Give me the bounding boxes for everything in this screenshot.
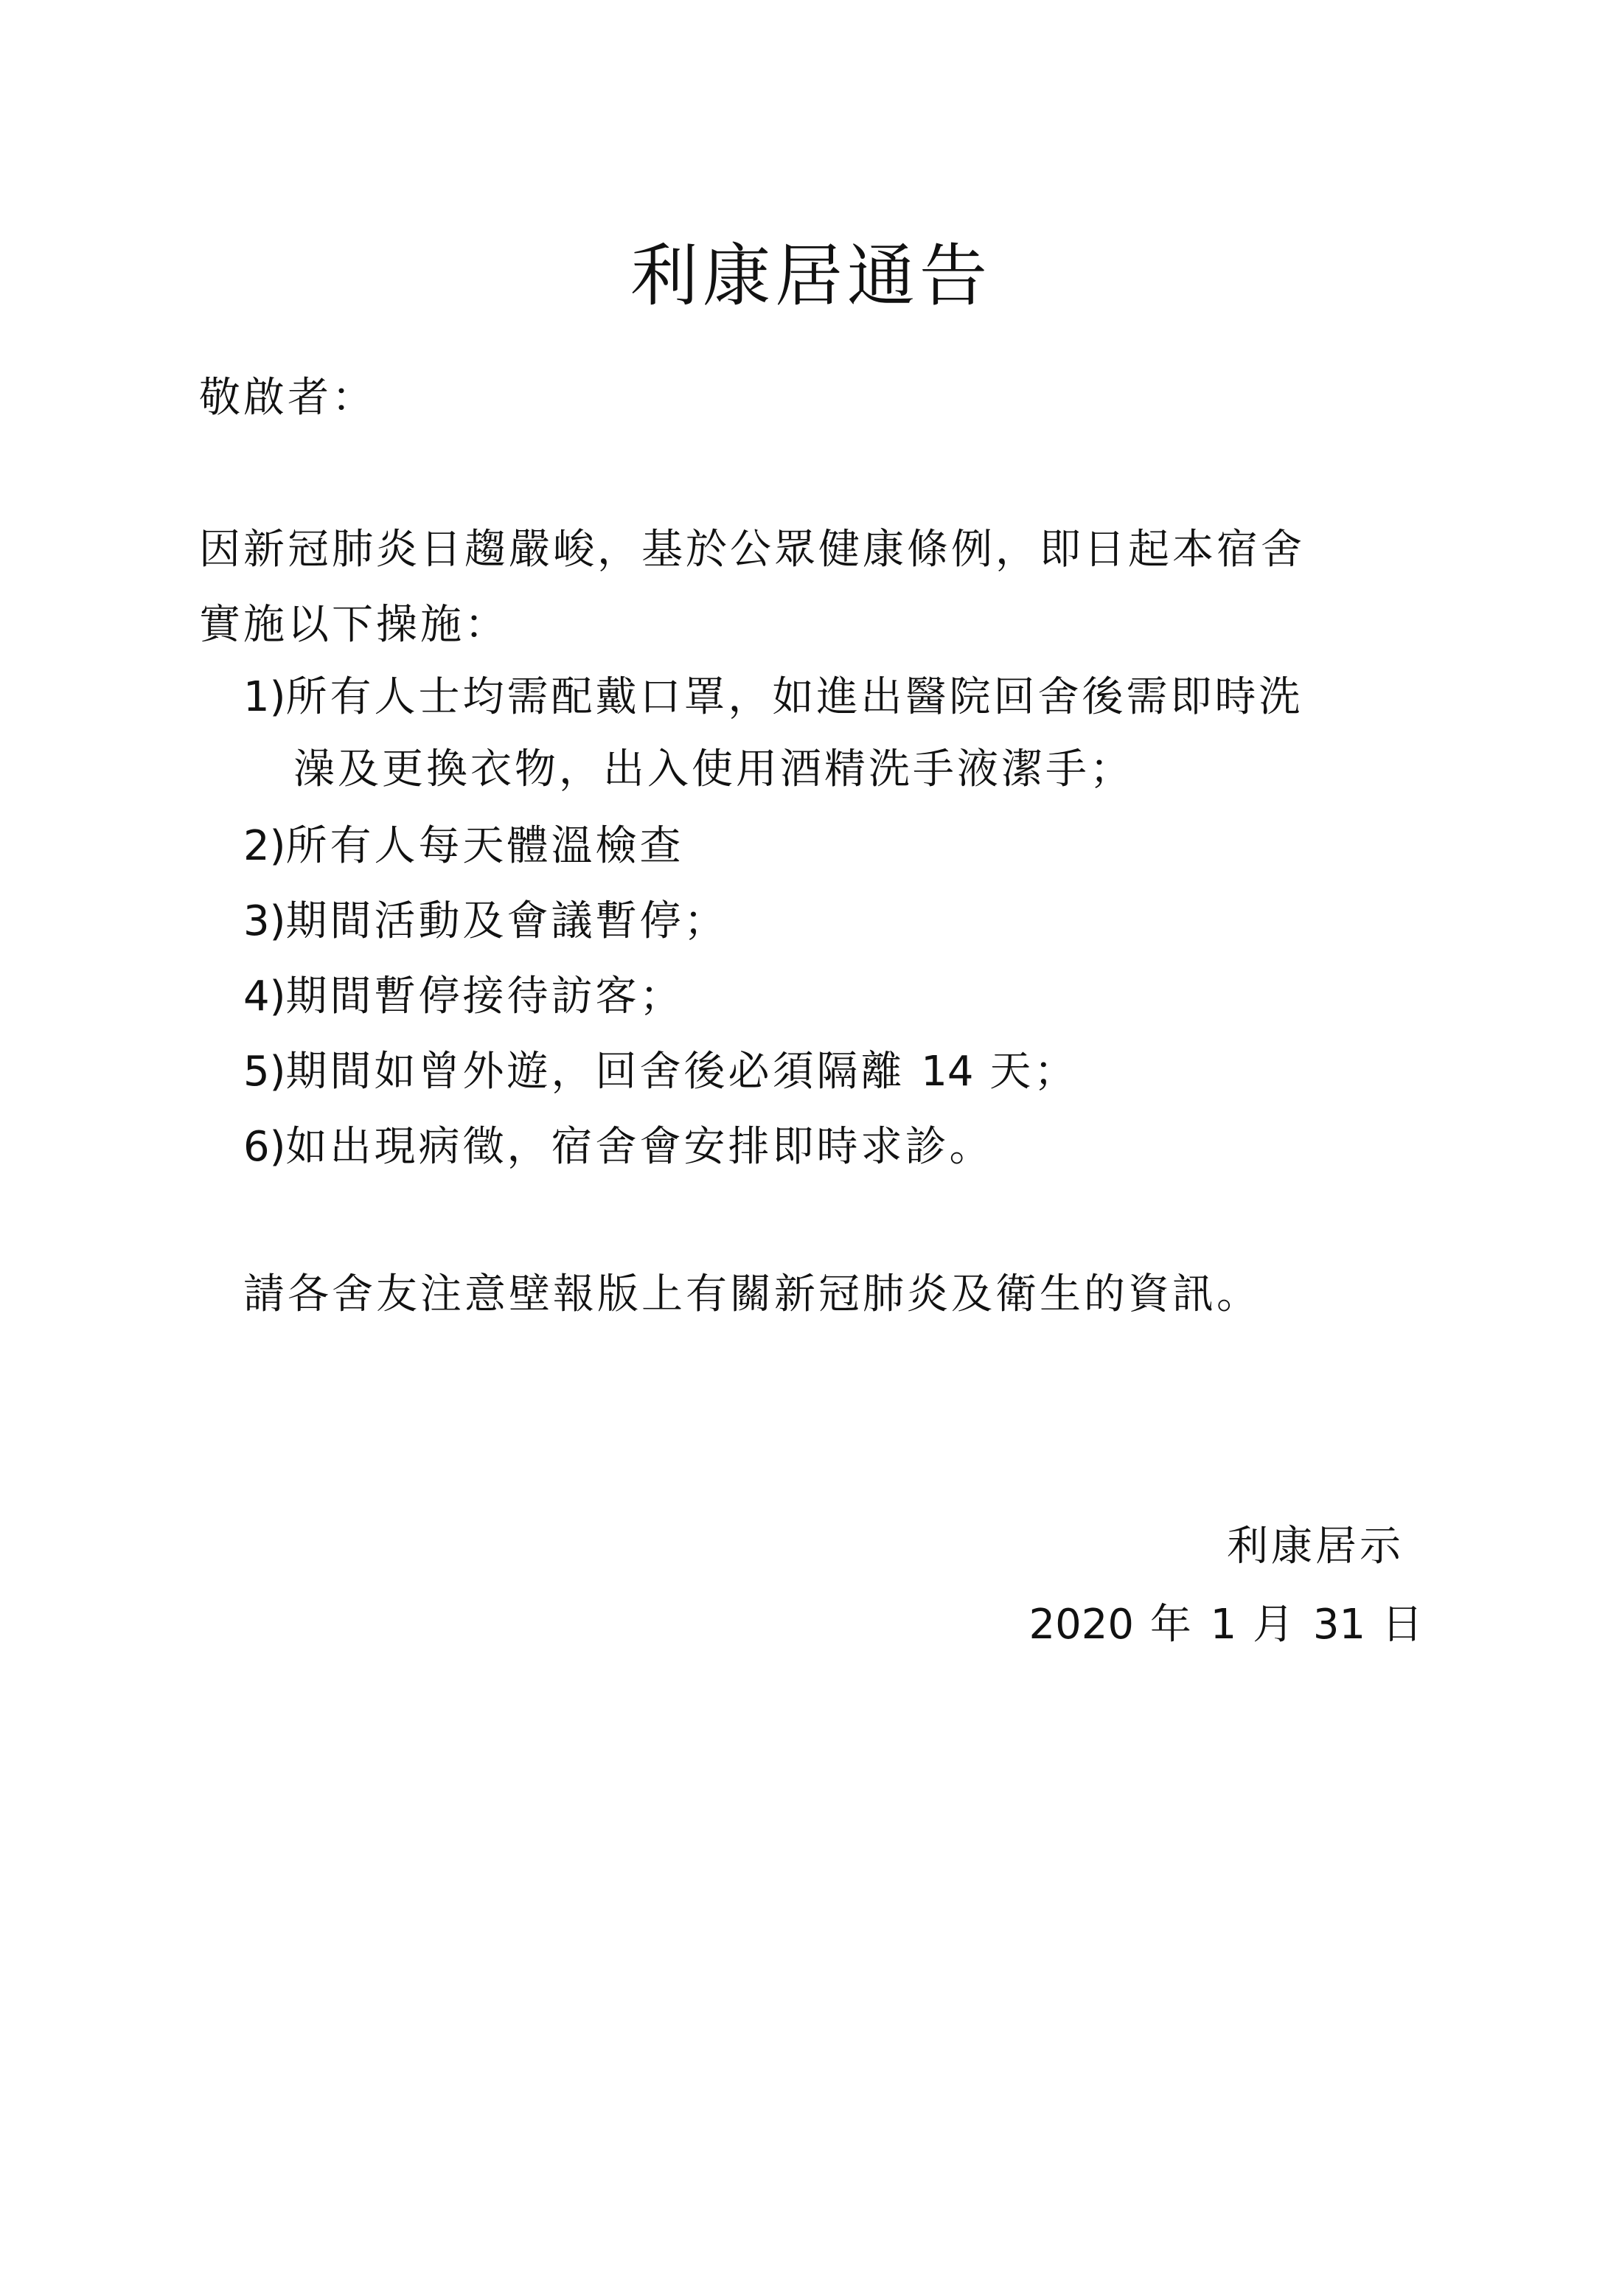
list-item-5 bbox=[243, 1043, 1078, 1102]
salutation: 敬啟者： bbox=[199, 374, 376, 422]
list-item-number: 1) bbox=[243, 673, 286, 721]
list-item-number: 5) bbox=[243, 1048, 286, 1096]
list-item-3 bbox=[243, 892, 728, 951]
intro-line-2: 實施以下操施： bbox=[199, 601, 509, 649]
list-item-text-end: 天； bbox=[973, 1048, 1079, 1096]
closing-line: 請各舍友注意壁報版上有關新冠肺炎及衛生的資訊。 bbox=[243, 1270, 1261, 1318]
notice-title: 利康居通告 bbox=[630, 237, 992, 316]
list-item-6 bbox=[243, 1118, 993, 1177]
notice-date bbox=[1029, 1596, 1426, 1655]
date-day: 31 bbox=[1312, 1601, 1366, 1649]
list-item-number: 3) bbox=[243, 897, 286, 945]
date-year-unit: 年 bbox=[1134, 1601, 1211, 1649]
list-item-4 bbox=[243, 967, 683, 1026]
list-item-number: 4) bbox=[243, 973, 286, 1020]
list-item-2 bbox=[243, 817, 683, 876]
signer: 利康居示 bbox=[1227, 1523, 1404, 1570]
list-item-number: 6) bbox=[243, 1123, 286, 1171]
list-item-text: 如出現病徵，宿舍會安排即時求診。 bbox=[285, 1123, 994, 1171]
date-day-unit: 日 bbox=[1365, 1601, 1426, 1649]
list-item-text: 期間活動及會議暫停； bbox=[285, 897, 728, 945]
list-item-text: 期間如曾外遊，回舍後必須隔離 bbox=[285, 1048, 922, 1096]
list-item-1-continuation: 澡及更換衣物，出入使用酒精洗手液潔手； bbox=[293, 745, 1134, 793]
date-month-unit: 月 bbox=[1236, 1601, 1313, 1649]
intro-line-1: 因新冠肺炎日趨嚴峻，基於公眾健康條例，即日起本宿舍 bbox=[199, 526, 1305, 574]
list-item-text: 期間暫停接待訪客； bbox=[285, 973, 684, 1020]
date-month: 1 bbox=[1210, 1601, 1237, 1649]
list-item-text: 所有人每天體溫檢查 bbox=[285, 822, 684, 870]
list-item-number: 2) bbox=[243, 822, 286, 870]
list-item-1 bbox=[243, 668, 1303, 727]
quarantine-days: 14 bbox=[921, 1048, 974, 1096]
date-year: 2020 bbox=[1028, 1601, 1135, 1649]
list-item-text: 所有人士均需配戴口罩，如進出醫院回舍後需即時洗 bbox=[285, 673, 1303, 721]
